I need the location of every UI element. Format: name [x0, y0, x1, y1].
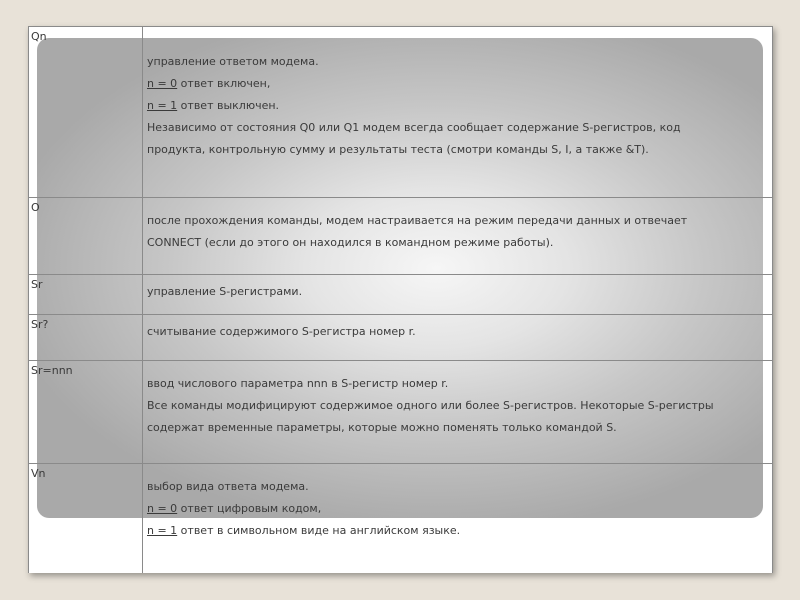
description-line: считывание содержимого S-регистра номер r. — [147, 325, 416, 338]
modem-commands-table — [28, 26, 773, 573]
description-cell — [143, 361, 773, 464]
table-row — [29, 361, 773, 464]
table-row — [29, 464, 773, 574]
command-cell: Sr? — [29, 315, 143, 361]
table-row — [29, 27, 773, 198]
table-row — [29, 315, 773, 361]
slide — [28, 26, 773, 573]
description-line: выбор вида ответа модема. — [147, 480, 309, 493]
description-cell — [143, 275, 773, 315]
description-line: n = 1 ответ выключен. — [147, 99, 280, 112]
description-line: содержат временные параметры, которые можно поменять только командой S. — [147, 421, 617, 434]
description-line: Все команды модифицируют содержимое одного или более S-регистров. Некоторые S-регистры — [147, 399, 714, 412]
description-line: продукта, контрольную сумму и результаты теста (смотри команды S, I, а также &T). — [147, 143, 649, 156]
description-line: Независимо от состояния Q0 или Q1 модем всегда сообщает содержание S-регистров, код — [147, 121, 681, 134]
table-row — [29, 198, 773, 275]
description-cell — [143, 198, 773, 275]
table-row — [29, 275, 773, 315]
description-cell — [143, 27, 773, 198]
command-cell: Sr=nnn — [29, 361, 143, 464]
command-cell: Vn — [29, 464, 143, 574]
description-line: управление ответом модема. — [147, 55, 319, 68]
description-line: n = 0 ответ включен, — [147, 77, 271, 90]
description-cell — [143, 464, 773, 574]
command-cell: Sr — [29, 275, 143, 315]
description-line: после прохождения команды, модем настраивается на режим передачи данных и отвечает — [147, 214, 688, 227]
command-cell: Qn — [29, 27, 143, 198]
description-line: ввод числового параметра nnn в S-регистр номер r. — [147, 377, 449, 390]
description-line: n = 0 ответ цифровым кодом, — [147, 502, 322, 515]
description-line: управление S-регистрами. — [147, 285, 303, 298]
description-line: CONNECT (если до этого он находился в командном режиме работы). — [147, 236, 554, 249]
description-line: n = 1 ответ в символьном виде на английском языке. — [147, 524, 461, 537]
command-cell: O — [29, 198, 143, 275]
description-cell — [143, 315, 773, 361]
